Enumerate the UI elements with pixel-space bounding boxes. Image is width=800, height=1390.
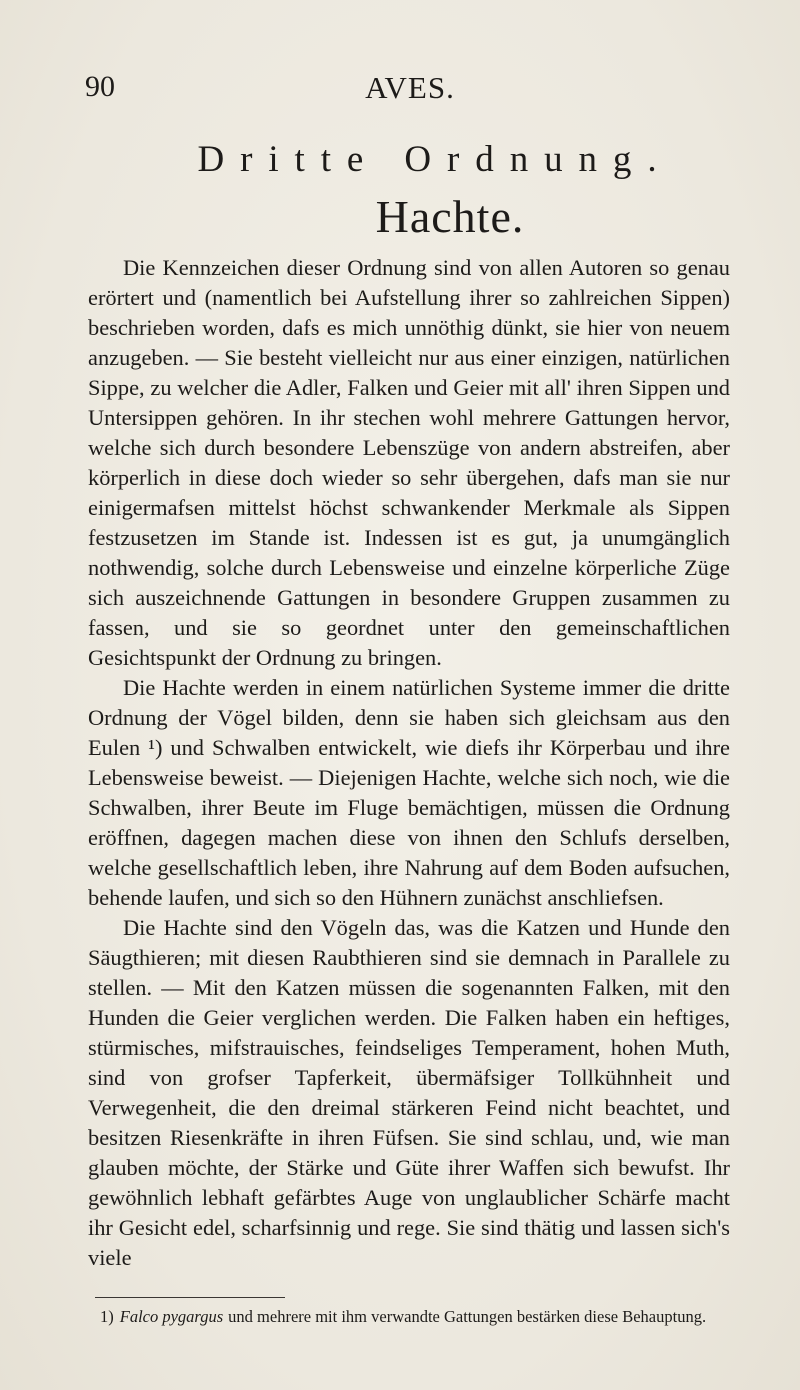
footnote	[100, 1306, 730, 1327]
page-number: 90	[85, 70, 115, 103]
paragraph: Die Hachte werden in einem natürlichen Systeme immer die dritte Ordnung der Vögel bilden, denn sie haben sich gleichsam aus den Eulen ¹) und Schwalben entwickelt, wie diefs ihr Körperbau und ihre Lebensweise beweist. — Diejenigen Hachte, welche sich noch, wie die Schwalben, ihrer Beute im Fluge bemächtigen, müssen die Ordnung eröffnen, dagegen machen diese von ihnen den Schlufs derselben, welche gesellschaftlich leben, ihre Nahrung auf dem Boden aufsuchen, behende laufen, und sich so den Hühnern zunächst anschliefsen.	[88, 675, 730, 910]
group-heading: Hachte.	[375, 191, 525, 242]
footnote-text: und mehrere mit ihm verwandte Gattungen bestärken diese Behauptung.	[228, 1307, 707, 1326]
running-title: AVES.	[365, 70, 455, 105]
running-head	[85, 70, 735, 110]
body-text	[88, 253, 730, 1273]
footnote-species: Falco pygargus	[119, 1307, 224, 1326]
paragraph: Die Hachte sind den Vögeln das, was die Katzen und Hunde den Säugthieren; mit diesen Raubthieren sind sie demnach in Parallele zu stellen. — Mit den Katzen müssen die sogenannten Falken, mit den Hunden die Geier verglichen werden. Die Falken haben ein heftiges, stürmisches, mifstrauisches, feindseliges Temperament, hohen Muth, sind von grofser Tapferkeit, übermäfsiger Tollkühnheit und Verwegenheit, die den dreimal stärkeren Feind nicht beachtet, und besitzen Riesenkräfte in ihren Füfsen. Sie sind schlau, und, wie man glauben möchte, der Stärke und Güte ihrer Waffen sich bewufst. Ihr gewöhnlich lebhaft gefärbtes Auge von unglaublicher Schärfe macht ihr Gesicht edel, scharfsinnig und rege. Sie sind thätig und lassen sich's viele	[88, 915, 730, 1270]
footnote-mark: 1)	[100, 1307, 114, 1326]
footnote-rule	[95, 1297, 285, 1298]
paragraph: Die Kennzeichen dieser Ordnung sind von allen Autoren so genau erörtert und (namentlich bei Aufstellung ihrer so zahlreichen Sippen) beschrieben worden, dafs es mich unnöthig dünkt, sie hier von neuem anzugeben. — Sie besteht vielleicht nur aus einer einzigen, natürlichen Sippe, zu welcher die Adler, Falken und Geier mit all' ihren Sippen und Untersippen gehören. In ihr stechen wohl mehrere Gattungen hervor, welche sich durch besondere Lebenszüge von andern abstreifen, aber körperlich in diese doch wieder so sehr übergehen, dafs man sie nur einigermafsen mittelst höchst schwankender Merkmale als Sippen festzusetzen im Stande ist. Indessen ist es gut, ja unumgänglich nothwendig, solche durch Lebensweise und einzelne körperliche Züge sich auszeichnende Gattungen in besondere Gruppen zusammen zu fassen, und sie so geordnet unter den gemeinschaftlichen Gesichtspunkt der Ordnung zu bringen.	[88, 255, 730, 670]
order-heading: Dritte Ordnung.	[197, 139, 673, 180]
